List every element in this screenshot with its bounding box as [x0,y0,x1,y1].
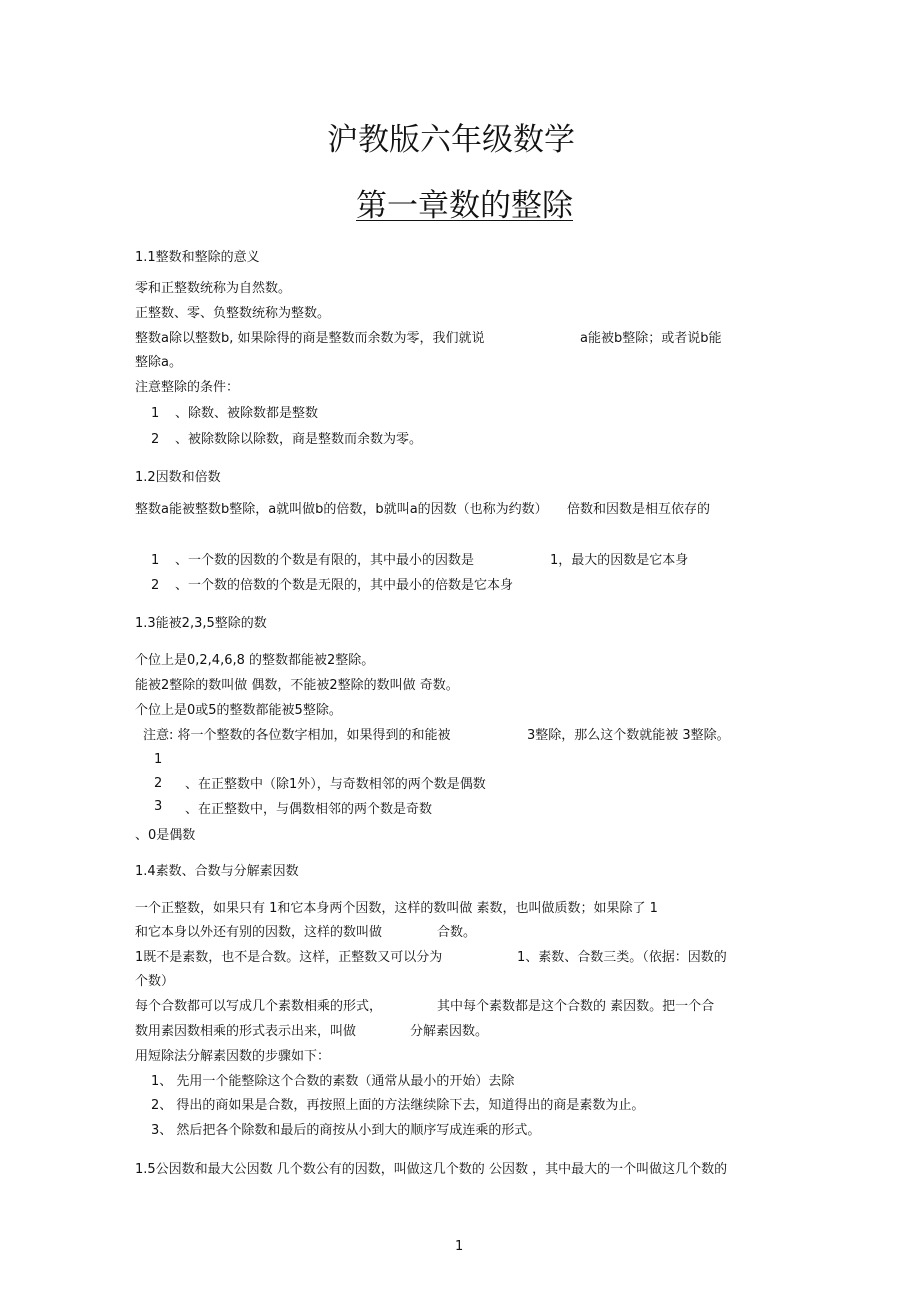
list-item: 、被除数除以除数，商是整数而余数为零。 [175,432,423,447]
list-number: 1 [151,406,160,421]
text-line: 1既不是素数，也不是合数。这样，正整数又可以分为 [135,950,443,965]
chapter-title: 第一章数的整除 [356,188,573,224]
list-number: 3 [154,799,163,814]
text-line: 其中每个素数都是这个合数的 素因数。把一个合 [437,999,715,1014]
list-item: 、在正整数中，与偶数相邻的两个数是奇数 [185,802,433,817]
text-line: 整数a能被整数b整除，a就叫做b的倍数，b就叫a的因数（也称为约数） [135,502,548,517]
text-line: 和它本身以外还有别的因数，这样的数叫做 [135,925,383,940]
text-line: 倍数和因数是相互依存的 [567,502,711,517]
text-line: 合数。 [437,925,477,940]
text-line: 正整数、零、负整数统称为整数。 [135,306,331,321]
list-item: 、一个数的因数的个数是有限的，其中最小的因数是 [175,553,475,568]
text-line: 个位上是0,2,4,6,8 的整数都能被2整除。 [135,653,375,668]
list-number: 2 [154,776,163,791]
list-item: 3、 然后把各个除数和最后的商按从小到大的顺序写成连乘的形式。 [151,1123,541,1138]
note-line: 注意: 将一个整数的各位数字相加，如果得到的和能被 [143,728,451,743]
list-item: 1、 先用一个能整除这个合数的素数（通常从最小的开始）去除 [151,1074,515,1089]
note-line: 3整除，那么这个数就能被 3整除。 [527,728,730,743]
list-item: 1，最大的因数是它本身 [550,553,689,568]
text-line: 每个合数都可以写成几个素数相乘的形式， [135,999,383,1014]
list-number: 1 [154,752,163,767]
text-line: 数用素因数相乘的形式表示出来，叫做 [135,1024,357,1039]
text-line: a能被b整除；或者说b能 [580,331,722,346]
section-heading-1-5: 1.5公因数和最大公因数 几个数公有的因数，叫做这几个数的 公因数 ，其中最大的一个叫做这几个数的 [135,1162,728,1177]
text-line: 能被2整除的数叫做 偶数，不能被2整除的数叫做 奇数。 [135,678,459,693]
list-number: 1 [151,553,160,568]
list-item: 、一个数的倍数的个数是无限的，其中最小的倍数是它本身 [175,578,514,593]
section-heading-1-2: 1.2因数和倍数 [135,470,221,485]
page-number: 1 [455,1239,464,1254]
text-line: 注意整除的条件： [135,380,240,395]
text-line: 分解素因数。 [410,1024,489,1039]
section-heading-1-3: 1.3能被2,3,5整除的数 [135,616,267,631]
list-item: 、在正整数中（除1外），与奇数相邻的两个数是偶数 [185,777,486,792]
list-item: 、除数、被除数都是整数 [175,406,319,421]
text-line: 零和正整数统称为自然数。 [135,281,292,296]
text-line: 用短除法分解素因数的步骤如下： [135,1049,331,1064]
text-line: 整数a除以整数b, 如果除得的商是整数而余数为零，我们就说 [135,331,485,346]
text-line: 个位上是0或5的整数都能被5整除。 [135,703,342,718]
text-line: 整除a。 [135,355,182,370]
text-line: 一个正整数，如果只有 1和它本身两个因数，这样的数叫做 素数，也叫做质数；如果除了 1 [135,901,658,916]
list-number: 2 [151,578,160,593]
document-title: 沪教版六年级数学 [327,122,575,158]
list-item: 、0是偶数 [135,828,196,843]
list-item: 2、 得出的商如果是合数，再按照上面的方法继续除下去，知道得出的商是素数为止。 [151,1098,645,1113]
text-line: 1、素数、合数三类。（依据：因数的 [517,950,727,965]
section-heading-1-4: 1.4素数、合数与分解素因数 [135,864,299,879]
text-line: 个数） [135,974,175,989]
section-heading-1-1: 1.1整数和整除的意义 [135,250,260,265]
list-number: 2 [151,432,160,447]
